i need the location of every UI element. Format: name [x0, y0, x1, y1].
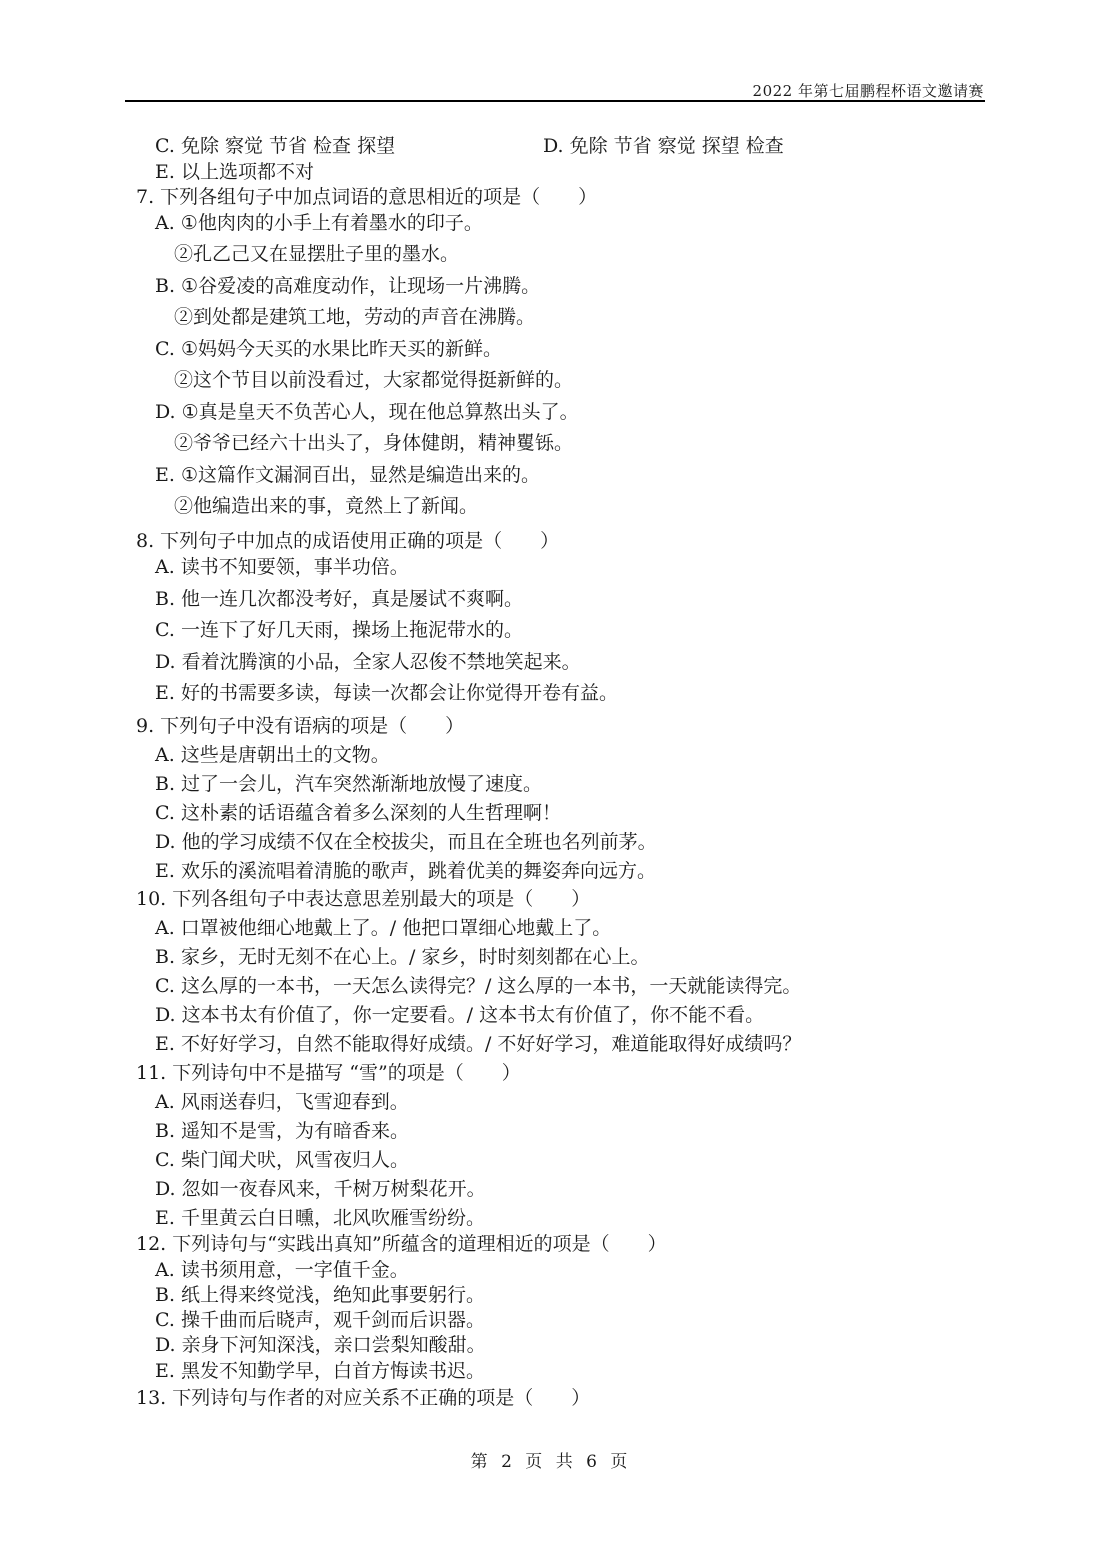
page-number: 第 2 页 共 6 页 [470, 1452, 632, 1472]
answer-option: B. 遥知不是雪，为有暗香来。 [155, 1120, 410, 1142]
answer-option: C. ①妈妈今天买的水果比昨天买的新鲜。 [155, 338, 502, 360]
answer-option: D. 他的学习成绩不仅在全校拔尖，而且在全班也名列前茅。 [155, 831, 657, 853]
answer-option: ②这个节目以前没看过，大家都觉得挺新鲜的。 [174, 369, 574, 391]
question-stem: 10. 下列各组句子中表达意思差别最大的项是（ ） [136, 888, 591, 910]
answer-option: C. 一连下了好几天雨，操场上拖泥带水的。 [155, 619, 523, 641]
header-divider [125, 100, 985, 102]
answer-option: D. 这本书太有价值了，你一定要看。/ 这本书太有价值了，你不能不看。 [155, 1004, 765, 1026]
answer-option: E. 黑发不知勤学早，白首方悔读书迟。 [155, 1360, 485, 1382]
question-stem: 8. 下列句子中加点的成语使用正确的项是（ ） [136, 530, 560, 552]
answer-option: ②他编造出来的事，竟然上了新闻。 [174, 495, 479, 517]
answer-option: C. 柴门闻犬吠，风雪夜归人。 [155, 1149, 409, 1171]
answer-option: B. 过了一会儿，汽车突然渐渐地放慢了速度。 [155, 773, 543, 795]
answer-option: B. 纸上得来终觉浅，绝知此事要躬行。 [155, 1284, 486, 1306]
answer-option: E. ①这篇作文漏洞百出，显然是编造出来的。 [155, 464, 540, 486]
answer-option: A. 这些是唐朝出土的文物。 [155, 744, 390, 766]
question-stem: 13. 下列诗句与作者的对应关系不正确的项是（ ） [136, 1387, 591, 1409]
answer-option: D. 免除 节省 察觉 探望 检查 [543, 135, 784, 157]
question-stem: 7. 下列各组句子中加点词语的意思相近的项是（ ） [136, 186, 598, 208]
answer-option: A. ①他肉肉的小手上有着墨水的印子。 [155, 212, 483, 234]
answer-option: A. 口罩被他细心地戴上了。/ 他把口罩细心地戴上了。 [155, 917, 612, 939]
answer-option: D. 忽如一夜春风来，千树万树梨花开。 [155, 1178, 486, 1200]
question-stem: 11. 下列诗句中不是描写 “雪”的项是（ ） [136, 1062, 521, 1084]
header-title: 2022 年第七届鹏程杯语文邀请赛 [752, 82, 984, 100]
answer-option: C. 免除 察觉 节省 检查 探望 [155, 135, 396, 157]
answer-option: A. 读书须用意，一字值千金。 [155, 1259, 409, 1281]
answer-option: D. 亲身下河知深浅，亲口尝梨知酸甜。 [155, 1334, 486, 1356]
answer-option: ②爷爷已经六十出头了，身体健朗，精神矍铄。 [174, 432, 574, 454]
answer-option: D. 看着沈腾演的小品，全家人忍俊不禁地笑起来。 [155, 651, 581, 673]
question-stem: 12. 下列诗句与“实践出真知”所蕴含的道理相近的项是（ ） [136, 1233, 667, 1255]
answer-option: E. 千里黄云白日曛，北风吹雁雪纷纷。 [155, 1207, 485, 1229]
answer-option: C. 这么厚的一本书，一天怎么读得完？/ 这么厚的一本书，一天就能读得完。 [155, 975, 802, 997]
answer-option: E. 欢乐的溪流唱着清脆的歌声，跳着优美的舞姿奔向远方。 [155, 860, 656, 882]
answer-option: B. 他一连几次都没考好，真是屡试不爽啊。 [155, 588, 524, 610]
answer-option: E. 好的书需要多读，每读一次都会让你觉得开卷有益。 [155, 682, 618, 704]
answer-option: B. ①谷爱凌的高难度动作，让现场一片沸腾。 [155, 275, 541, 297]
answer-option: C. 操千曲而后晓声，观千剑而后识器。 [155, 1309, 485, 1331]
question-stem: 9. 下列句子中没有语病的项是（ ） [136, 715, 465, 737]
answer-option: D. ①真是皇天不负苦心人，现在他总算熬出头了。 [155, 401, 579, 423]
answer-option: E. 以上选项都不对 [155, 161, 314, 183]
answer-option: ②孔乙己又在显摆肚子里的墨水。 [174, 243, 460, 265]
answer-option: A. 风雨送春归，飞雪迎春到。 [155, 1091, 409, 1113]
answer-option: A. 读书不知要领，事半功倍。 [155, 556, 409, 578]
answer-option: B. 家乡，无时无刻不在心上。/ 家乡，时时刻刻都在心上。 [155, 946, 650, 968]
answer-option: E. 不好好学习，自然不能取得好成绩。/ 不好好学习，难道能取得好成绩吗？ [155, 1033, 802, 1055]
answer-option: C. 这朴素的话语蕴含着多么深刻的人生哲理啊！ [155, 802, 561, 824]
answer-option: ②到处都是建筑工地，劳动的声音在沸腾。 [174, 306, 536, 328]
